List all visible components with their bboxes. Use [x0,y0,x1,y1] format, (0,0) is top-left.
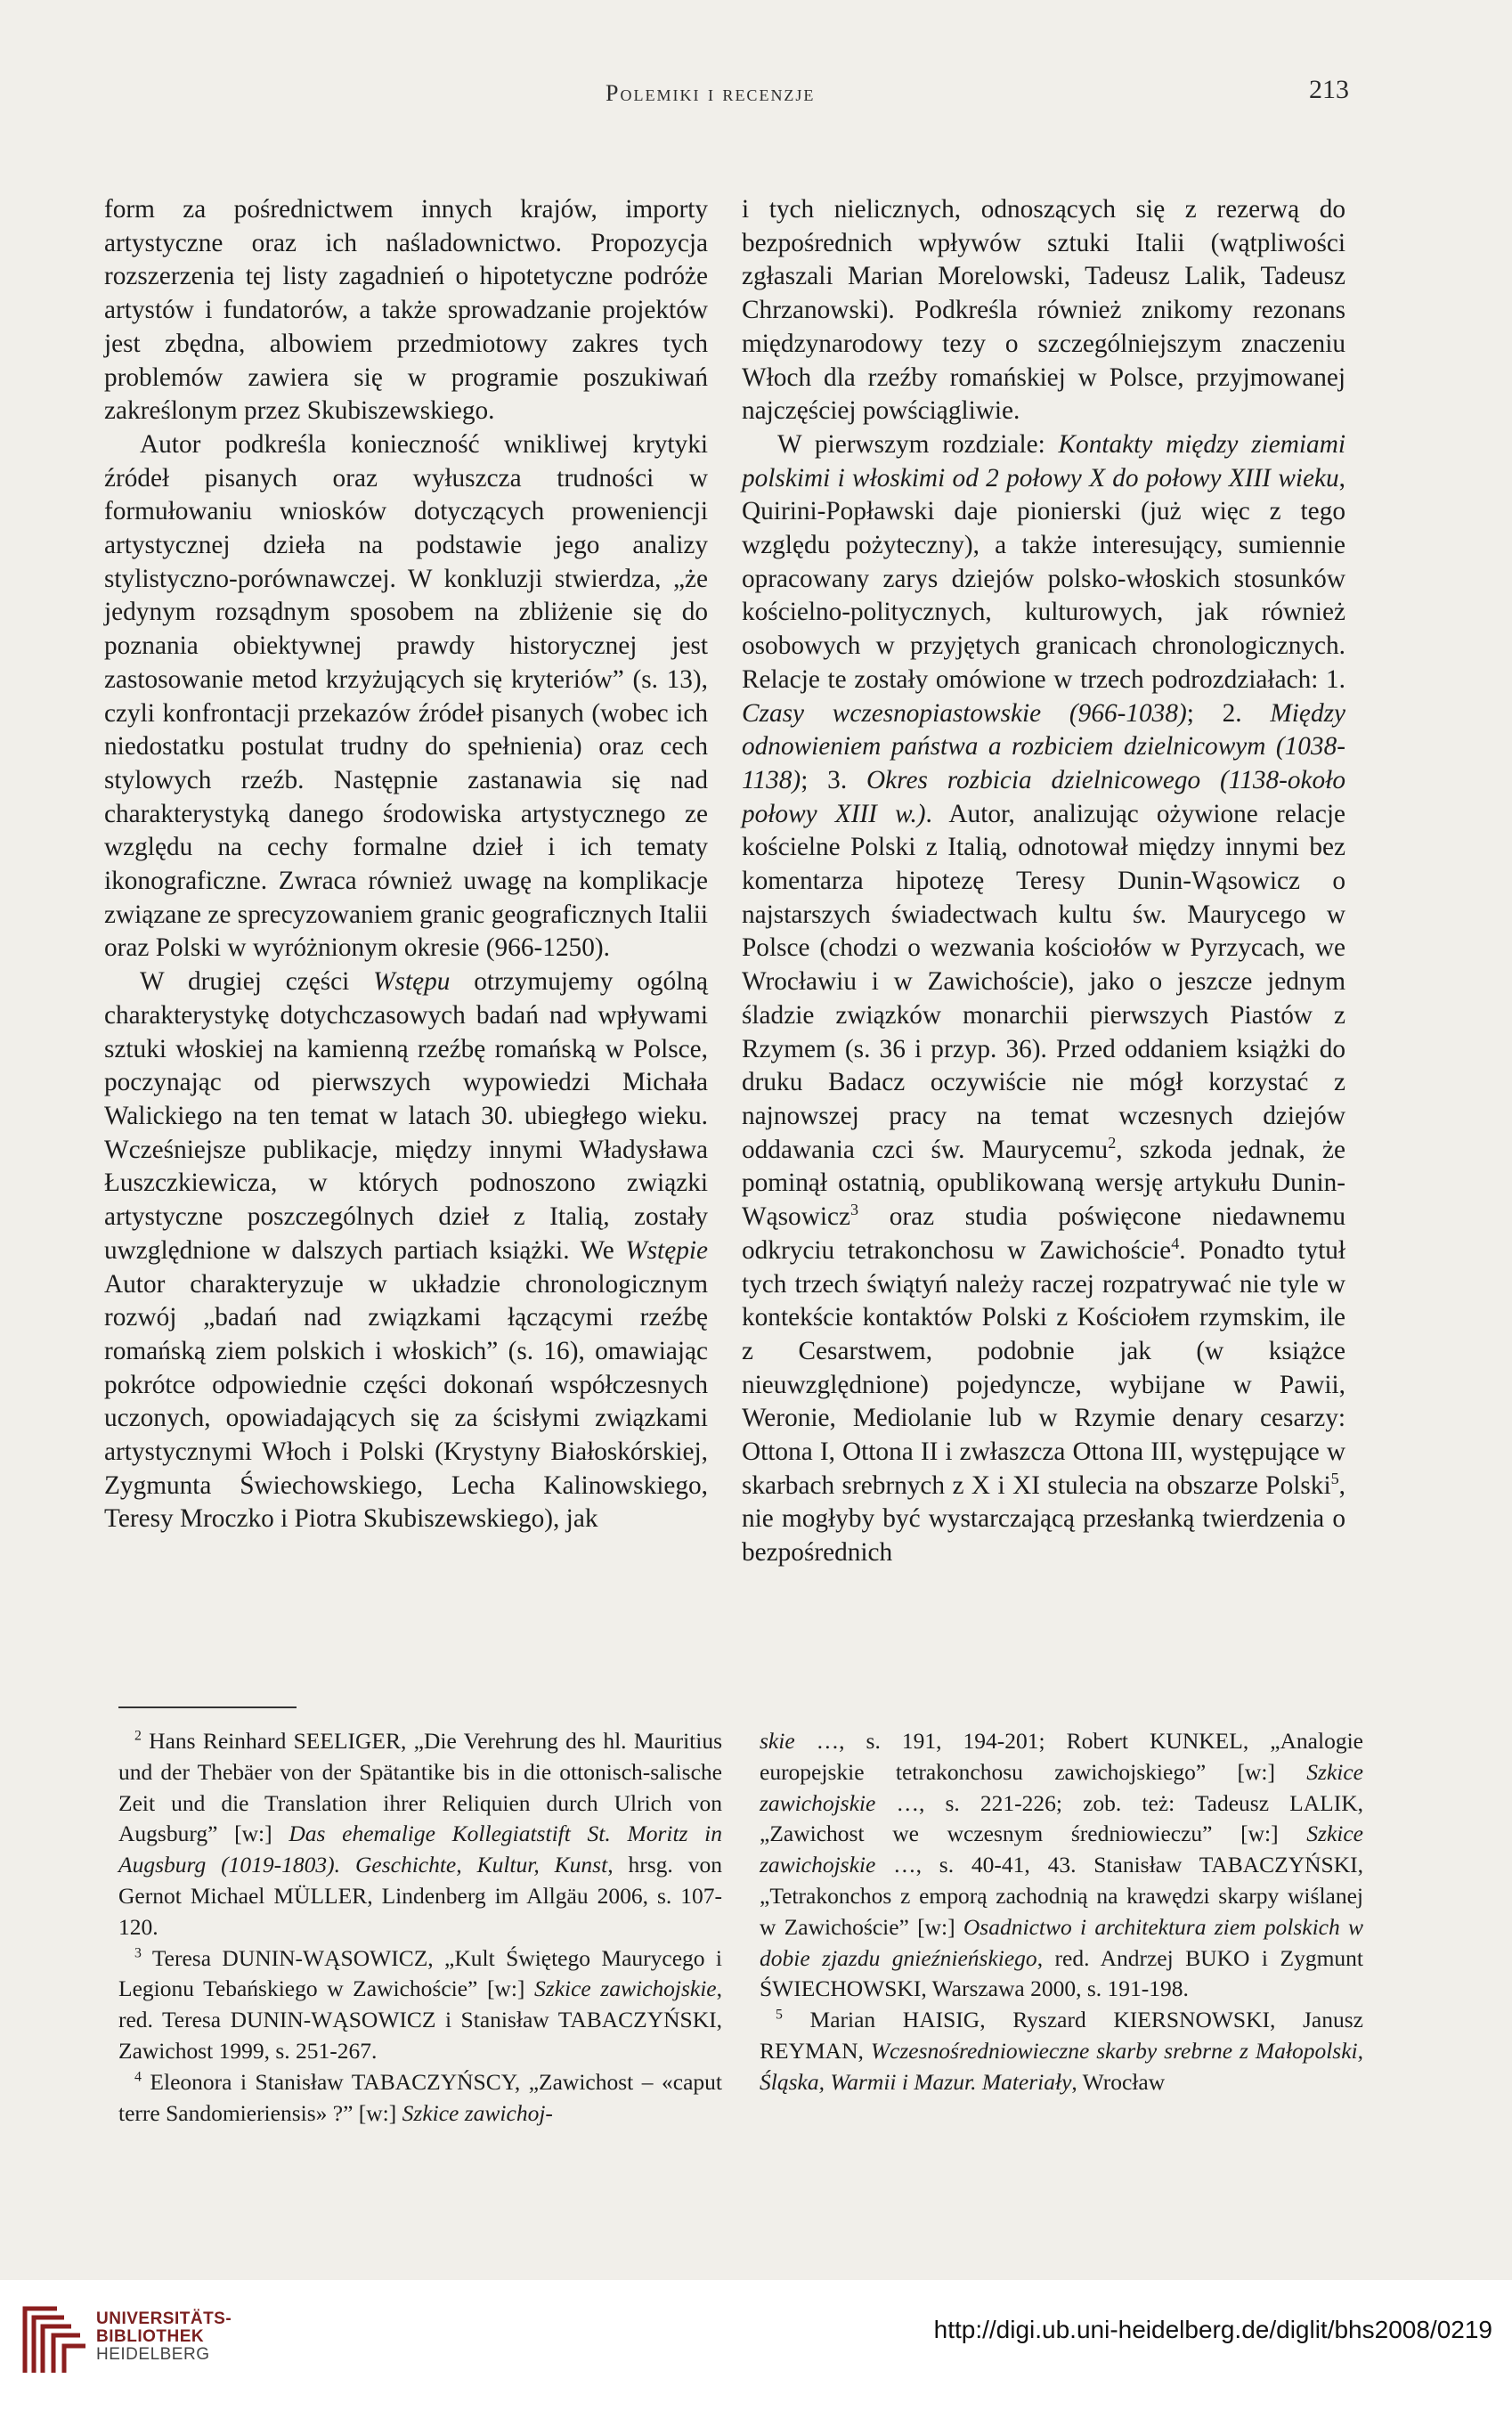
left-column [104,193,708,1536]
running-head: Polemiki i recenzje [606,80,816,106]
page-number: 213 [1309,75,1349,104]
footnotes-left [118,1726,722,2129]
library-name: UNIVERSITÄTS- BIBLIOTHEK HEIDELBERG [96,2309,232,2364]
paragraph: Autor podkreśla konieczność wnikliwej krytyki źródeł pisanych oraz wyłuszcza trudności w formułowaniu wniosków dotyczących proweniencji artystycznej dzieła na podstawie jego analizy stylistyczno-porównawczej. W konkluzji stwierdza, „że jedynym rozsądnym sposobem na zbliżenie się do poznania obiektywnej prawdy historycznej jest zastosowanie metod krzyżujących się kryteriów” (s. 13), czyli konfrontacji przekazów źródeł pisanych (wobec ich niedostatku postulat trudny do spełnienia) oraz cech stylowych rzeźb. Następnie zastanawia się nad charakterystyką danego środowiska artystycznego ze względu na cechy formalne dzieł i ich tematy ikonograficzne. Zwraca również uwagę na komplikacje związane ze sprecyzowaniem granic geograficznych Italii oraz Polski w wyróżnionym okresie (966-1250). [104,429,708,963]
footnotes-right [760,1726,1363,2098]
paragraph: i tych nielicznych, odnoszących się z rezerwą do bezpośrednich wpływów sztuki Italii (wątpliwości zgłaszali Marian Morelowski, Tadeusz Lalik, Tadeusz Chrzanowski). Podkreśla również znikomy rezonans międzynarodowy tezy o szczególniejszym znaczeniu Włoch dla rzeźby romańskiej w Polsce, przyjmowanej najczęściej powściągliwie. [742,195,1345,426]
paragraph: W drugiej części Wstępu otrzymujemy ogólną charakterystykę dotychczasowych badań nad wpływami sztuki włoskiej na kamienną rzeźbę romańską w Polsce, poczynając od pierwszych wypowiedzi Michała Walickiego na ten temat w latach 30. ubiegłego wieku. Wcześniejsze publikacje, między innymi Władysława Łuszczkiewicza, w których podnoszono związki artystyczne poszczególnych dzieł z Italią, zostały uwzględnione w dalszych partiach książki. We Wstępie Autor charakteryzuje w układzie chronologicznym rozwój „badań nad związkami łączącymi rzeźbę romańską ziem polskich i włoskich” (s. 16), omawiając pokrótce odpowiednie części dokonań współczesnych uczonych, opowiadających się za ścisłymi związkami artystycznymi Włoch i Polski (Krystyny Białoskórskiej, Zygmunta Świechowskiego, Lecha Kalinowskiego, Teresy Mroczko i Piotra Skubiszewskiego), jak [104,967,708,1534]
paragraph: W pierwszym rozdziale: Kontakty między ziemiami polskimi i włoskimi od 2 połowy X do połowy XIII wieku, Quirini-Popławski daje pionierski (już więc z tego względu pożyteczny), a także interesujący, sumiennie opracowany zarys dziejów polsko-włoskich stosunków kościelno-politycznych, kulturowych, jak również osobowych w przyjętych granicach chronologicznych. Relacje te zostały omówione w trzech podrozdziałach: 1. Czasy wczesnopiastowskie (966-1038); 2. Między odnowieniem państwa a rozbiciem dzielnicowym (1038-1138); 3. Okres rozbicia dzielnicowego (1138-około połowy XIII w.). Autor, analizując ożywione relacje kościelne Polski z Italią, odnotował między innymi bez komentarza hipotezę Teresy Dunin-Wąsowicz o najstarszych świadectwach kultu św. Maurycego w Polsce (chodzi o wezwania kościołów w Pyrzycach, we Wrocławiu i w Zawichoście), jako o jeszcze jednym śladzie związków monarchii pierwszych Piastów z Rzymem (s. 36 i przyp. 36). Przed oddaniem książki do druku Badacz oczywiście nie mógł korzystać z najnowszej pracy na temat wczesnych dziejów oddawania czci św. Maurycemu$^2$, szkoda jednak, że pominął ostatnią, opublikowaną wersję artykułu Dunin-Wąsowicz$^3$ oraz studia poświęcone niedawnemu odkryciu tetrakonchosu w Zawichoście$^4$. Ponadto tytuł tych trzech świątyń należy raczej rozpatrywać nie tyle w kontekście kontaktów Polski z Kościołem rzymskim, ile z Cesarstwem, podobnie jak (w książce nieuwzględnione) pojedyncze, wybijane w Pawii, Weronie, Mediolanie lub w Rzymie denary cesarzy: Ottona I, Ottona II i zwłaszcza Ottona III, występujące w skarbach srebrnych z X i XI stulecia na obszarze Polski$^5$, nie mogłyby być wystarczającą przesłanką twierdzenia o bezpośrednich [742,429,1346,1568]
footnote-ref: 4 [1171,1234,1180,1253]
footnote-2: $^2$ Hans Reinhard SEELIGER, „Die Verehrung des hl. Mauritius und der Thebäer von der Spätantike bis in die ottonisch-salische Zeit und die Translation ihrer Reliquien durch Ulrich von Augsburg” [w:] Das ehemalige Kollegiatstift St. Moritz in Augsburg (1019-1803). Geschichte, Kultur, Kunst, hrsg. von Gernot Michael MÜLLER, Lindenberg im Allgäu 2006, s. 107-120. [118,1728,723,1940]
footnote-separator [118,1706,297,1708]
library-logo-icon [18,2300,89,2376]
footnote-5: $^5$ Marian HAISIG, Ryszard KIERSNOWSKI, Janusz REYMAN, Wczesnośredniowieczne skarby srebrne z Małopolski, Śląska, Warmii i Mazur. Materiały, Wrocław [760,2007,1363,2095]
page-header [0,69,1512,114]
footnote-ref: 5 [1330,1469,1339,1487]
right-column [742,193,1345,1570]
footnote-3: $^3$ Teresa DUNIN-WĄSOWICZ, „Kult Świętego Maurycego i Legionu Tebańskiego w Zawichoście” [w:] Szkice zawichojskie, red. Teresa DUNIN-WĄSOWICZ i Stanisław TABACZYŃSKI, Zawichost 1999, s. 251-267. [118,1944,722,2064]
library-logo[interactable] [18,2296,321,2381]
footnote-4: $^4$ Eleonora i Stanisław TABACZYŃSCY, „Zawichost – «caput terre Sandomieriensis» ?” [w:] Szkice zawichoj- [118,2068,722,2126]
page-footer [0,2280,1512,2411]
footnote-4-continued: skie …, s. 191, 194-201; Robert KUNKEL, „Analogie europejskie tetrakonchosu zawichojskiego” [w:] Szkice zawichojskie …, s. 221-226; zob. też: Tadeusz LALIK, „Zawichost we wczesnym średniowieczu” [w:] Szkice zawichojskie …, s. 40-41, 43. Stanisław TABACZYŃSKI, „Tetrakonchos z emporą zachodnią na krawędzi skarpy wiślanej w Zawichoście” [w:] Osadnictwo i architektura ziem polskich w dobie zjazdu gnieźnieńskiego, red. Andrzej BUKO i Zygmunt ŚWIECHOWSKI, Warszawa 2000, s. 191-198. [760,1728,1363,2002]
footnote-ref: 2 [1108,1133,1117,1152]
paragraph: form za pośrednictwem innych krajów, importy artystyczne oraz ich naśladownictwo. Propozycja rozszerzenia tej listy zagadnień o hipotetyczne podróże artystów i fundatorów, a także sprowadzanie projektów jest zbędna, albowiem przedmiotowy zakres tych problemów zawiera się w programie poszukiwań zakreślonym przez Skubiszewskiego. [104,195,708,426]
source-url-link[interactable]: http://digi.ub.uni-heidelberg.de/diglit/bhs2008/0219 [933,2316,1492,2343]
footnote-ref: 3 [850,1201,859,1219]
